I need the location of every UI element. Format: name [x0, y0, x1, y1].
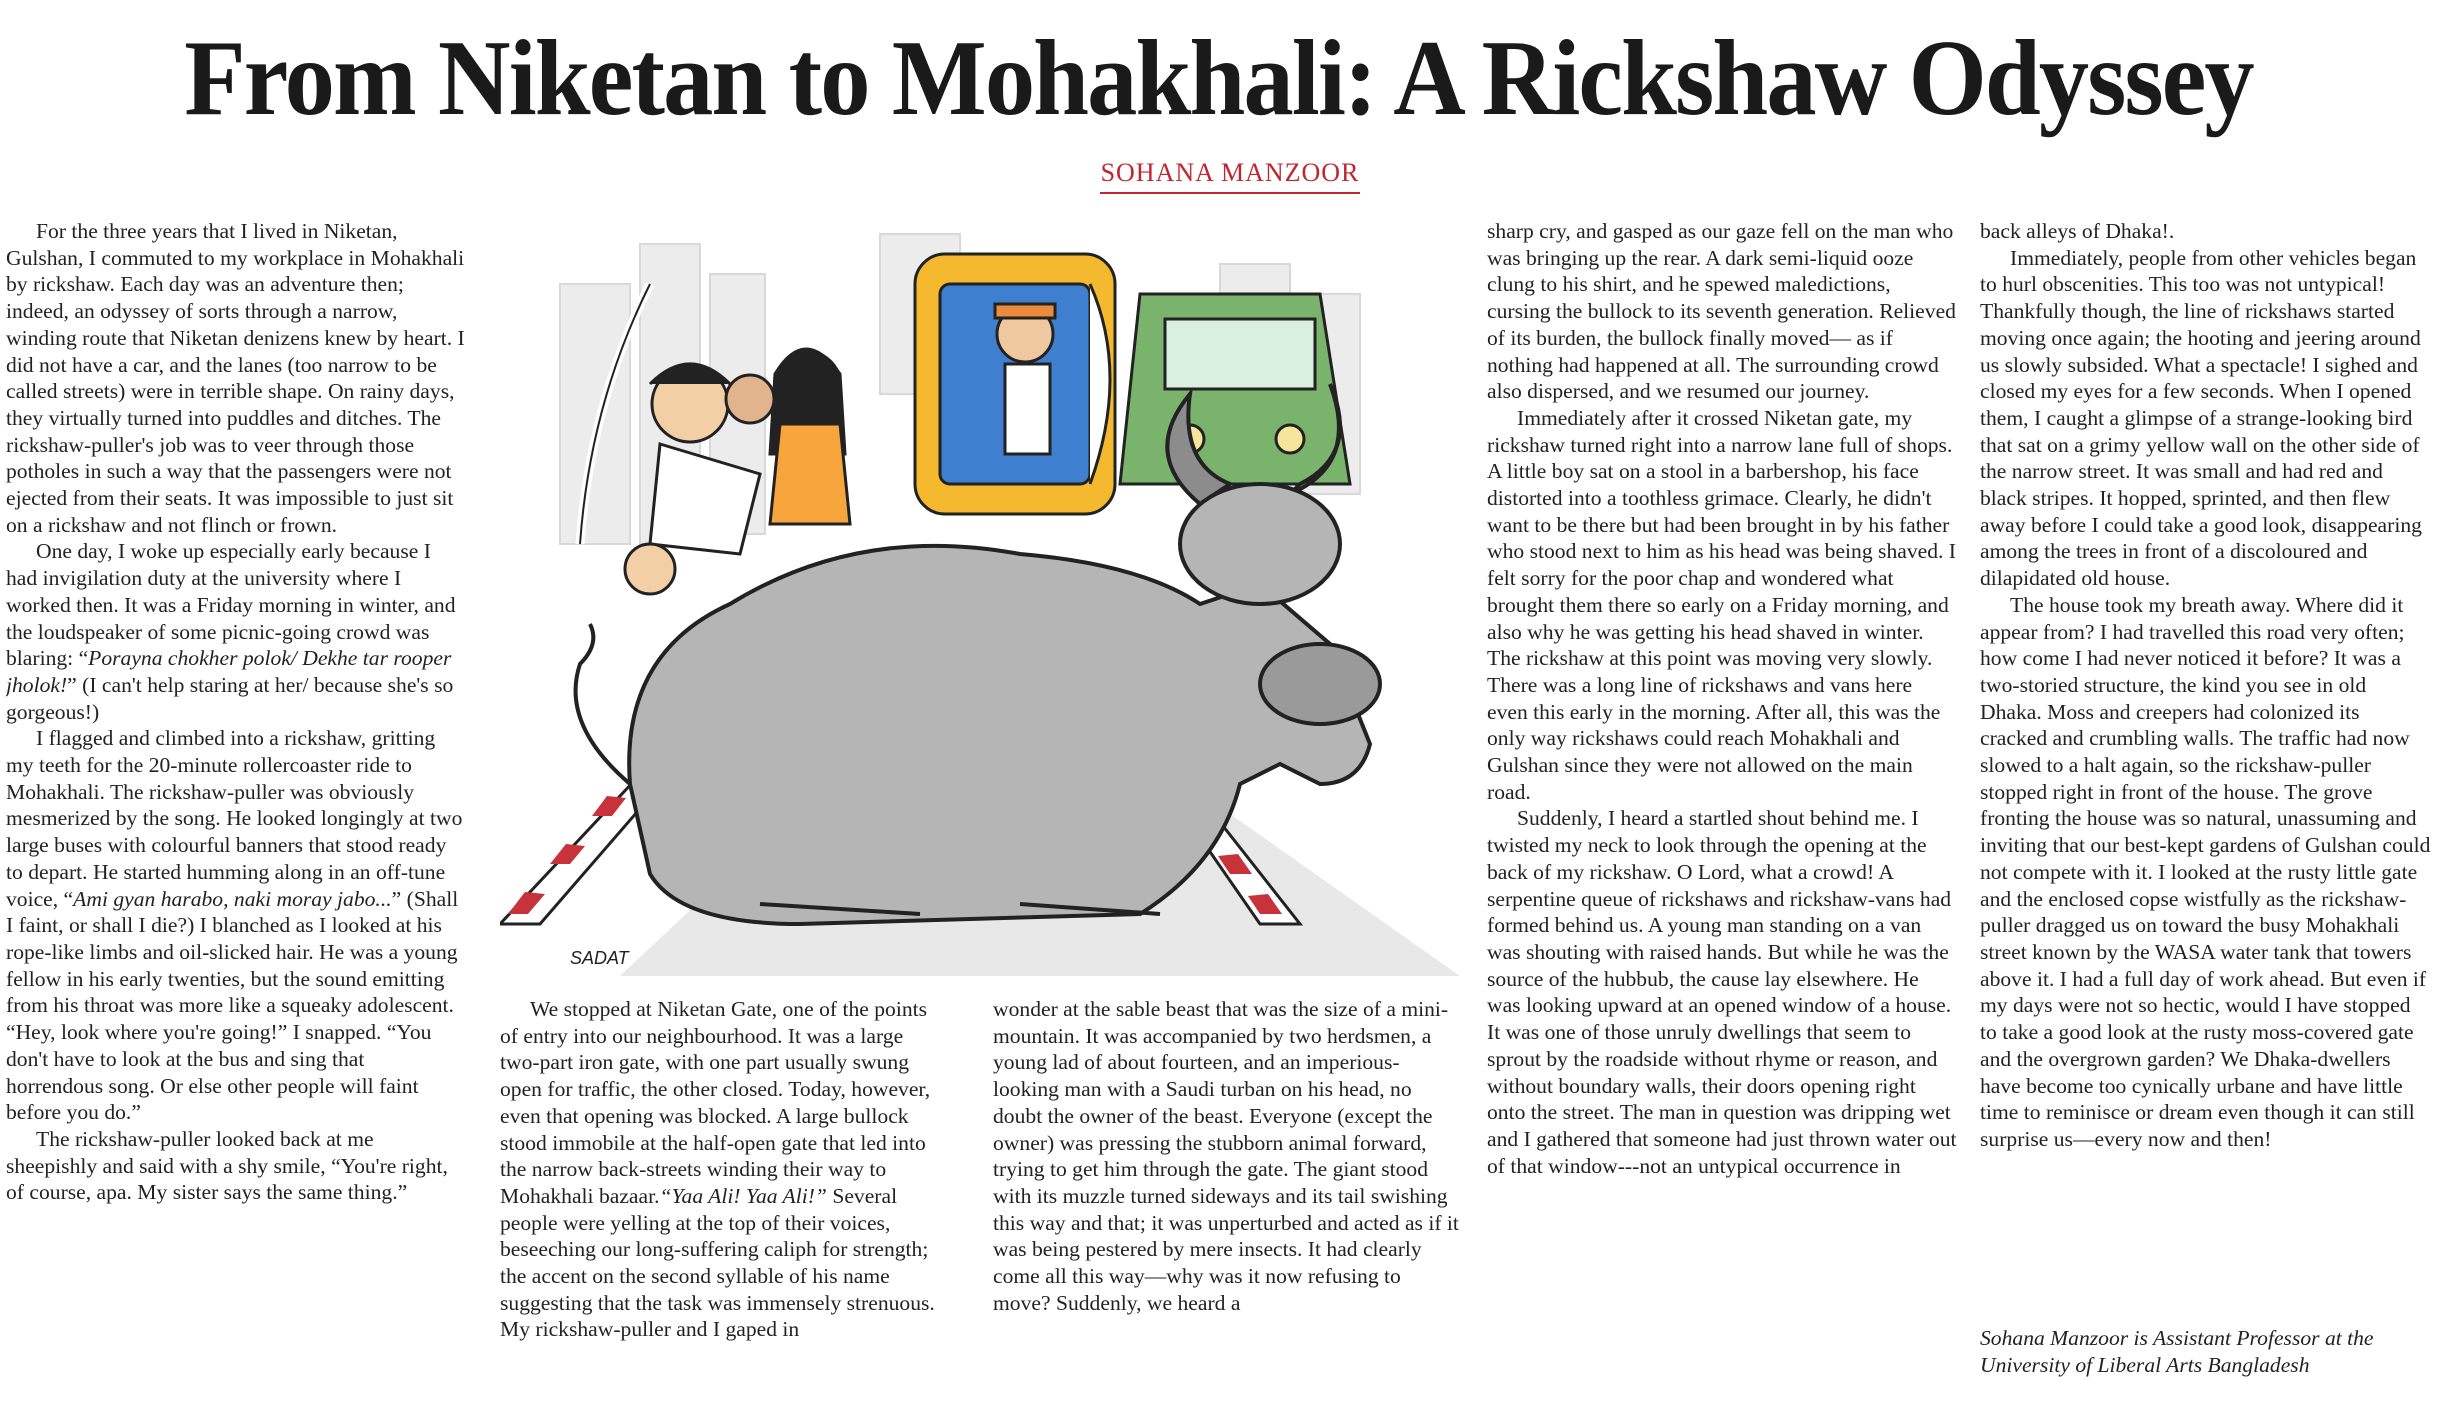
paragraph [1980, 592, 2432, 1153]
paragraph [6, 725, 466, 1126]
text-run: sharp cry, and gasped as our gaze fell on the man who was bringing up the rear. A dark semi-liquid ooze clung to his shirt, and he spewed maledictions, cursing the bullock to its seventh generation. Relieved of its burden, the bullock finally moved— as if nothing had happened at all. The surrounding crowd also dispersed, and we resumed our journey. [1487, 219, 1956, 404]
text-run: I flagged and climbed into a rickshaw, gritting my teeth for the 20-minute rollercoaster ride to Mohakhali. The rickshaw-puller was obviously mesmerized by the song. He looked longingly at two large buses with colourful banners that stood ready to depart. He started humming along in an off-tune voice, “ [6, 726, 463, 911]
text-run: ” (Shall I faint, or shall I die?) I blanched as I looked at his rope-like limbs and oil-slicked hair. He was a young fellow in his early twenties, but the sound emitting from his throat was more like a squeaky adolescent. “Hey, look where you're going!” I snapped. “You don't have to look at the bus and sing that horrendous song. Or else other people will faint before you do.” [6, 886, 459, 1125]
paragraph [1487, 805, 1957, 1179]
italic-text: Porayna chokher polok/ Dekhe tar rooper jholok! [6, 646, 452, 697]
paragraph [1487, 218, 1957, 405]
column-5 [1980, 218, 2432, 1418]
text-run: We stopped at Niketan Gate, one of the points of entry into our neighbourhood. It was a large two-part iron gate, with one part usually swung open for traffic, the other closed. Today, however, even that opening was blocked. A large bullock stood immobile at the half-open gate that led into the narrow back-streets winding their way to Mohakhali bazaar. [500, 997, 931, 1208]
text-run: The house took my breath away. Where did it appear from? I had travelled this road very often; how come I had never noticed it before? It was a two-storied structure, the kind you see in old Dhaka. Moss and creepers had colonized its cracked and crumbling walls. The traffic had now slowed to a halt again, so the rickshaw-puller stopped right in front of the house. The grove fronting the house was so natural, unassuming and inviting that our best-kept gardens of Gulshan could not compete with it. I looked at the rusty little gate and the enclosed copse wistfully as the rickshaw-puller dragged us on toward the busy Mohakhali street known by the WASA water tank that towers above it. I had a full day of work ahead. But even if my days were not so hectic, would I have stopped to take a good look at the rusty moss-covered gate and the overgrown garden? We Dhaka-dwellers have become too cynically urbane and have little time to reminisce or dream even though it can still surprise us—every now and then! [1980, 592, 2431, 1151]
italic-text: “Yaa Ali! Yaa Ali!” [659, 1183, 827, 1208]
bullock-illustration [500, 224, 1460, 976]
text-run: One day, I woke up especially early because I had invigilation duty at the university where I worked then. It was a Friday morning in winter, and the loudspeaker of some picnic-going crowd was blaring: “ [6, 539, 456, 671]
paragraph [6, 218, 466, 538]
paragraph [1980, 218, 2432, 245]
article-title: From Niketan to Mohakhali: A Rickshaw Odyssey [184, 19, 2253, 138]
text-run: ” (I can't help staring at her/ because she's so gorgeous!) [6, 672, 454, 724]
column-1 [6, 218, 466, 1418]
column-3 [993, 996, 1463, 1416]
author-byline: SOHANA MANZOOR [1100, 158, 1360, 194]
paragraph [6, 538, 466, 725]
text-run: wonder at the sable beast that was the size of a mini-mountain. It was accompanied by two herdsmen, a young lad of about fourteen, and an imperious-looking man with a Saudi turban on his head, no doubt the owner of the beast. Everyone (except the owner) was pressing the stubborn animal forward, trying to get him through the gate. The giant stood with its muzzle turned sideways and its tail swishing this way and that; it was unperturbed and acted as if it was being pestered by mere insects. It had clearly come all this way—why was it now refusing to move? Suddenly, we heard a [993, 997, 1459, 1315]
illustration-signature: SADAT [570, 948, 629, 968]
author-note [1980, 1325, 2432, 1385]
paragraph [1487, 405, 1957, 806]
text-run: back alleys of Dhaka!. [1980, 219, 2175, 243]
paragraph [1980, 245, 2432, 592]
text-run: Suddenly, I heard a startled shout behind me. I twisted my neck to look through the opening at the back of my rickshaw. O Lord, what a crowd! A serpentine queue of rickshaws and rickshaw-vans had formed behind us. A young man standing on a van was shouting with raised hands. But while he was the source of the hubbub, the cause lay elsewhere. He was looking upward at an opened window of a house. It was one of those unruly dwellings that seem to sprout by the roadside without rhyme or reason, and without boundary walls, their doors opening right onto the street. The man in question was dripping wet and I gathered that someone had just thrown water out of that window---not an untypical occurrence in [1487, 806, 1957, 1178]
text-run: Immediately, people from other vehicles began to hurl obscenities. This too was not untypical! Thankfully though, the line of rickshaws started moving once again; the hooting and jeering around us slowly subsided. What a spectacle! I sighed and closed my eyes for a few seconds. When I opened them, I caught a glimpse of a strange-looking bird that sat on a grimy yellow wall on the other side of the narrow street. It was small and had red and black stripes. It hopped, sprinted, and then flew away before I could take a good look, disappearing among the trees in front of a discoloured and dilapidated old house. [1980, 245, 2422, 591]
text-run: For the three years that I lived in Niketan, Gulshan, I commuted to my workplace in Mohakhali by rickshaw. Each day was an adventure then; indeed, an odyssey of sorts through a narrow, winding route that Niketan denizens knew by heart. I did not have a car, and the lanes (too narrow to be called streets) were in terrible shape. On rainy days, they virtually turned into puddles and ditches. The rickshaw-puller's job was to veer through those potholes in such a way that the passengers were not ejected from their seats. It was impossible to just sit on a rickshaw and not flinch or frown. [6, 219, 465, 537]
italic-text: Ami gyan harabo, naki moray jabo... [73, 886, 392, 911]
column-4 [1487, 218, 1957, 1418]
text-run: Several people were yelling at the top of their voices, beseeching our long-suffering caliph for strength; the accent on the second syllable of his name suggesting that the task was immensely strenuous. My rickshaw-puller and I gaped in [500, 1183, 935, 1342]
paragraph [993, 996, 1463, 1316]
text-run: Immediately after it crossed Niketan gate, my rickshaw turned right into a narrow lane full of shops. A little boy sat on a stool in a barbershop, his face distorted into a toothless grimace. Clearly, he didn't want to be there but had been brought in by his father who stood next to him as his head was being shaved. I felt sorry for the poor chap and wondered what brought them there so early on a Friday morning, and also why he was getting his head shaved in winter. The rickshaw at this point was moving very slowly. There was a long line of rickshaws and vans here even this early in the morning. After all, this was the only way rickshaws could reach Mohakhali and Gulshan since they were not allowed on the main road. [1487, 405, 1956, 804]
text-run: The rickshaw-puller looked back at me sheepishly and said with a shy smile, “You're right, of course, apa. My sister says the same thing.” [6, 1126, 448, 1205]
author-note-text: Sohana Manzoor is Assistant Professor at the University of Liberal Arts Bangladesh [1980, 1326, 2374, 1377]
paragraph [6, 1126, 466, 1206]
column-2 [500, 996, 948, 1416]
paragraph [500, 996, 948, 1343]
